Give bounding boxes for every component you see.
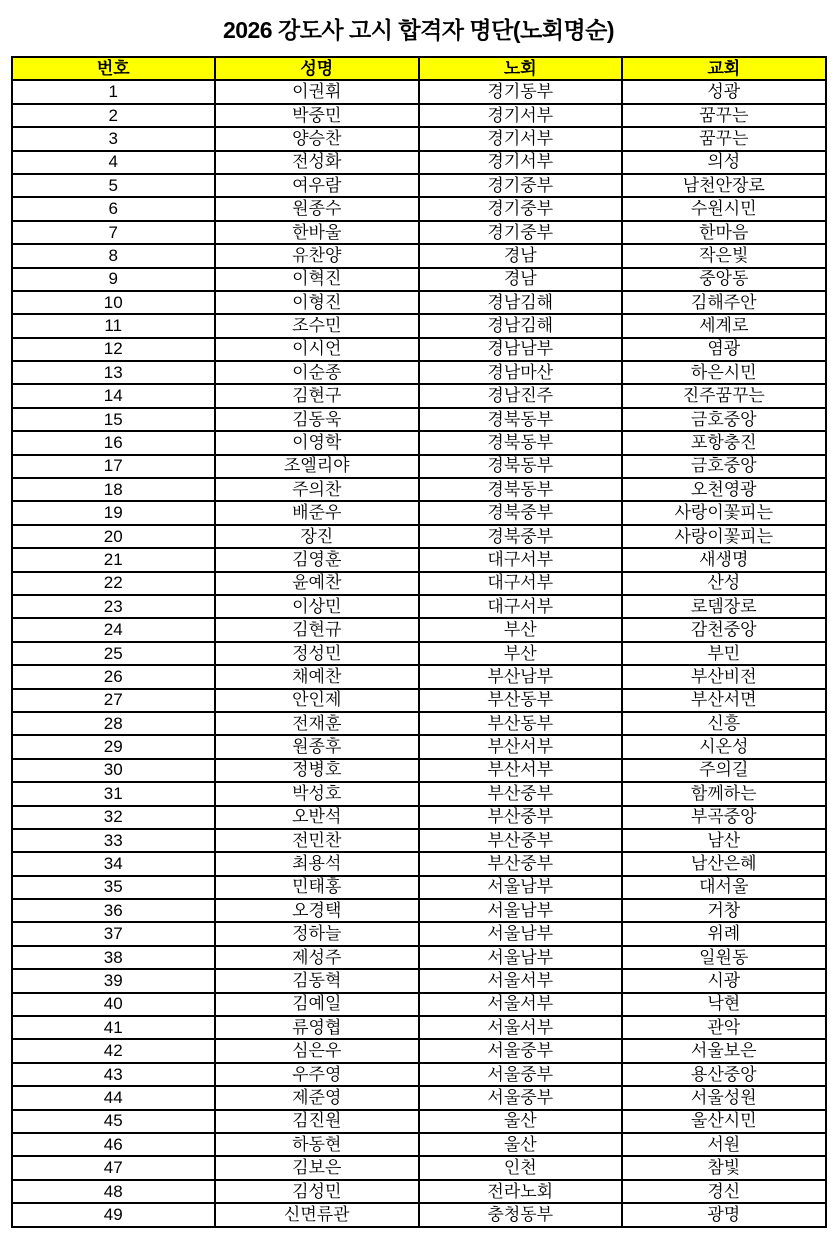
cell-name: 김현구 — [215, 384, 419, 407]
cell-name: 김예일 — [215, 993, 419, 1016]
cell-number: 9 — [12, 268, 216, 291]
cell-church: 세계로 — [622, 314, 826, 337]
cell-name: 한바울 — [215, 221, 419, 244]
cell-name: 이권휘 — [215, 80, 419, 103]
cell-name: 최용석 — [215, 852, 419, 875]
table-row — [12, 969, 826, 992]
cell-church: 한마음 — [622, 221, 826, 244]
table-row — [12, 993, 826, 1016]
cell-presbytery: 부산서부 — [419, 759, 623, 782]
cell-number: 38 — [12, 946, 216, 969]
table-row — [12, 876, 826, 899]
cell-presbytery: 부산서부 — [419, 735, 623, 758]
cell-church: 꿈꾸는 — [622, 104, 826, 127]
table-row — [12, 127, 826, 150]
cell-church: 서울성원 — [622, 1086, 826, 1109]
cell-name: 제성주 — [215, 946, 419, 969]
cell-church: 의성 — [622, 151, 826, 174]
cell-presbytery: 서울중부 — [419, 1086, 623, 1109]
cell-name: 정병호 — [215, 759, 419, 782]
table-row — [12, 221, 826, 244]
table-row — [12, 595, 826, 618]
cell-church: 참빛 — [622, 1156, 826, 1179]
cell-presbytery: 서울서부 — [419, 993, 623, 1016]
table-row — [12, 665, 826, 688]
cell-presbytery: 서울중부 — [419, 1039, 623, 1062]
cell-name: 제준영 — [215, 1086, 419, 1109]
table-row — [12, 338, 826, 361]
cell-church: 작은빛 — [622, 244, 826, 267]
cell-name: 김동혁 — [215, 969, 419, 992]
cell-number: 27 — [12, 689, 216, 712]
table-row — [12, 478, 826, 501]
cell-name: 오경택 — [215, 899, 419, 922]
cell-church: 금호중앙 — [622, 455, 826, 478]
cell-church: 대서울 — [622, 876, 826, 899]
table-row — [12, 946, 826, 969]
cell-name: 전재훈 — [215, 712, 419, 735]
table-row — [12, 852, 826, 875]
cell-number: 30 — [12, 759, 216, 782]
cell-presbytery: 경북동부 — [419, 431, 623, 454]
cell-church: 시온성 — [622, 735, 826, 758]
table-row — [12, 1133, 826, 1156]
cell-church: 함께하는 — [622, 782, 826, 805]
cell-presbytery: 울산 — [419, 1110, 623, 1133]
table-row — [12, 642, 826, 665]
cell-name: 조수민 — [215, 314, 419, 337]
cell-name: 이순종 — [215, 361, 419, 384]
cell-name: 김영훈 — [215, 548, 419, 571]
cell-church: 위례 — [622, 922, 826, 945]
cell-name: 하동현 — [215, 1133, 419, 1156]
cell-presbytery: 충청동부 — [419, 1203, 623, 1226]
col-header-number: 번호 — [12, 57, 216, 80]
cell-name: 원종수 — [215, 197, 419, 220]
cell-number: 44 — [12, 1086, 216, 1109]
table-row — [12, 806, 826, 829]
cell-church: 부민 — [622, 642, 826, 665]
cell-church: 남산 — [622, 829, 826, 852]
table-row — [12, 922, 826, 945]
cell-church: 감천중앙 — [622, 618, 826, 641]
table-row — [12, 759, 826, 782]
cell-number: 1 — [12, 80, 216, 103]
cell-name: 정성민 — [215, 642, 419, 665]
table-row — [12, 408, 826, 431]
cell-number: 18 — [12, 478, 216, 501]
cell-presbytery: 경북중부 — [419, 525, 623, 548]
table-row — [12, 689, 826, 712]
cell-church: 사랑이꽃피는 — [622, 525, 826, 548]
cell-presbytery: 부산 — [419, 642, 623, 665]
cell-presbytery: 서울남부 — [419, 899, 623, 922]
cell-number: 24 — [12, 618, 216, 641]
cell-presbytery: 대구서부 — [419, 595, 623, 618]
cell-presbytery: 부산중부 — [419, 829, 623, 852]
cell-presbytery: 서울남부 — [419, 946, 623, 969]
cell-church: 중앙동 — [622, 268, 826, 291]
cell-name: 이영학 — [215, 431, 419, 454]
cell-presbytery: 서울서부 — [419, 969, 623, 992]
cell-presbytery: 대구서부 — [419, 548, 623, 571]
col-header-church: 교회 — [622, 57, 826, 80]
cell-number: 37 — [12, 922, 216, 945]
cell-name: 민태홍 — [215, 876, 419, 899]
cell-presbytery: 서울서부 — [419, 1016, 623, 1039]
cell-church: 진주꿈꾸는 — [622, 384, 826, 407]
cell-name: 박중민 — [215, 104, 419, 127]
cell-presbytery: 경남진주 — [419, 384, 623, 407]
cell-presbytery: 경기서부 — [419, 104, 623, 127]
table-row — [12, 431, 826, 454]
cell-number: 48 — [12, 1180, 216, 1203]
cell-number: 5 — [12, 174, 216, 197]
cell-number: 36 — [12, 899, 216, 922]
cell-name: 여우람 — [215, 174, 419, 197]
cell-church: 용산중앙 — [622, 1063, 826, 1086]
cell-number: 43 — [12, 1063, 216, 1086]
cell-church: 관악 — [622, 1016, 826, 1039]
cell-church: 금호중앙 — [622, 408, 826, 431]
table-row — [12, 1156, 826, 1179]
cell-church: 남산은혜 — [622, 852, 826, 875]
cell-name: 장진 — [215, 525, 419, 548]
cell-presbytery: 경남 — [419, 268, 623, 291]
cell-number: 35 — [12, 876, 216, 899]
table-row — [12, 361, 826, 384]
cell-number: 23 — [12, 595, 216, 618]
cell-number: 46 — [12, 1133, 216, 1156]
cell-church: 포항충진 — [622, 431, 826, 454]
table-row — [12, 104, 826, 127]
cell-name: 김현규 — [215, 618, 419, 641]
cell-number: 42 — [12, 1039, 216, 1062]
cell-church: 서울보은 — [622, 1039, 826, 1062]
cell-church: 서원 — [622, 1133, 826, 1156]
cell-number: 28 — [12, 712, 216, 735]
cell-church: 염광 — [622, 338, 826, 361]
cell-number: 12 — [12, 338, 216, 361]
table-row — [12, 197, 826, 220]
cell-church: 김해주안 — [622, 291, 826, 314]
table-row — [12, 1039, 826, 1062]
cell-number: 45 — [12, 1110, 216, 1133]
table-row — [12, 899, 826, 922]
cell-presbytery: 경기중부 — [419, 174, 623, 197]
table-row — [12, 1086, 826, 1109]
cell-presbytery: 경기동부 — [419, 80, 623, 103]
cell-number: 2 — [12, 104, 216, 127]
cell-presbytery: 서울남부 — [419, 922, 623, 945]
cell-presbytery: 경남마산 — [419, 361, 623, 384]
cell-number: 39 — [12, 969, 216, 992]
cell-church: 울산시민 — [622, 1110, 826, 1133]
cell-name: 김성민 — [215, 1180, 419, 1203]
cell-number: 31 — [12, 782, 216, 805]
table-row — [12, 782, 826, 805]
cell-presbytery: 전라노회 — [419, 1180, 623, 1203]
table-row — [12, 291, 826, 314]
cell-name: 우주영 — [215, 1063, 419, 1086]
cell-name: 주의찬 — [215, 478, 419, 501]
cell-church: 남천안장로 — [622, 174, 826, 197]
cell-name: 조엘리야 — [215, 455, 419, 478]
cell-name: 채예찬 — [215, 665, 419, 688]
cell-presbytery: 경기중부 — [419, 197, 623, 220]
cell-presbytery: 부산남부 — [419, 665, 623, 688]
table-row — [12, 501, 826, 524]
cell-number: 16 — [12, 431, 216, 454]
cell-church: 주의길 — [622, 759, 826, 782]
cell-church: 거창 — [622, 899, 826, 922]
cell-presbytery: 경남 — [419, 244, 623, 267]
cell-number: 4 — [12, 151, 216, 174]
cell-presbytery: 경북동부 — [419, 455, 623, 478]
table-row — [12, 268, 826, 291]
cell-name: 정하늘 — [215, 922, 419, 945]
cell-church: 하은시민 — [622, 361, 826, 384]
cell-name: 윤예찬 — [215, 572, 419, 595]
cell-name: 이상민 — [215, 595, 419, 618]
table-row — [12, 1063, 826, 1086]
cell-number: 29 — [12, 735, 216, 758]
cell-number: 19 — [12, 501, 216, 524]
table-row — [12, 455, 826, 478]
cell-name: 원종후 — [215, 735, 419, 758]
cell-presbytery: 부산 — [419, 618, 623, 641]
table-row — [12, 244, 826, 267]
cell-church: 광명 — [622, 1203, 826, 1226]
cell-number: 26 — [12, 665, 216, 688]
table-row — [12, 548, 826, 571]
cell-number: 33 — [12, 829, 216, 852]
cell-name: 이시언 — [215, 338, 419, 361]
cell-church: 부산서면 — [622, 689, 826, 712]
cell-number: 20 — [12, 525, 216, 548]
table-row — [12, 314, 826, 337]
cell-number: 34 — [12, 852, 216, 875]
cell-name: 오반석 — [215, 806, 419, 829]
cell-number: 25 — [12, 642, 216, 665]
table-row — [12, 735, 826, 758]
cell-name: 전민찬 — [215, 829, 419, 852]
cell-presbytery: 인천 — [419, 1156, 623, 1179]
page-title: 2026 강도사 고시 합격자 명단(노회명순) — [222, 17, 615, 43]
cell-presbytery: 울산 — [419, 1133, 623, 1156]
cell-name: 유찬양 — [215, 244, 419, 267]
cell-church: 낙현 — [622, 993, 826, 1016]
cell-presbytery: 부산동부 — [419, 712, 623, 735]
cell-number: 49 — [12, 1203, 216, 1226]
table-row — [12, 151, 826, 174]
cell-church: 꿈꾸는 — [622, 127, 826, 150]
cell-number: 41 — [12, 1016, 216, 1039]
cell-number: 17 — [12, 455, 216, 478]
cell-church: 신흥 — [622, 712, 826, 735]
cell-church: 새생명 — [622, 548, 826, 571]
cell-number: 40 — [12, 993, 216, 1016]
cell-church: 오천영광 — [622, 478, 826, 501]
cell-name: 박성호 — [215, 782, 419, 805]
cell-church: 부곡중앙 — [622, 806, 826, 829]
cell-number: 8 — [12, 244, 216, 267]
cell-name: 양승찬 — [215, 127, 419, 150]
cell-presbytery: 경북중부 — [419, 501, 623, 524]
cell-church: 사랑이꽃피는 — [622, 501, 826, 524]
cell-number: 7 — [12, 221, 216, 244]
table-row — [12, 1180, 826, 1203]
cell-number: 6 — [12, 197, 216, 220]
cell-name: 김보은 — [215, 1156, 419, 1179]
table-row — [12, 1203, 826, 1226]
passers-table — [11, 56, 827, 1228]
table-row — [12, 174, 826, 197]
cell-presbytery: 경남남부 — [419, 338, 623, 361]
header-row — [12, 57, 826, 80]
cell-name: 이혁진 — [215, 268, 419, 291]
table-body — [12, 80, 826, 1226]
cell-name: 신면류관 — [215, 1203, 419, 1226]
cell-number: 14 — [12, 384, 216, 407]
cell-church: 성광 — [622, 80, 826, 103]
cell-name: 이형진 — [215, 291, 419, 314]
cell-number: 21 — [12, 548, 216, 571]
cell-presbytery: 경남김해 — [419, 291, 623, 314]
cell-number: 32 — [12, 806, 216, 829]
table-row — [12, 80, 826, 103]
cell-presbytery: 부산중부 — [419, 806, 623, 829]
cell-presbytery: 경남김해 — [419, 314, 623, 337]
table-row — [12, 525, 826, 548]
cell-name: 심은우 — [215, 1039, 419, 1062]
table-row — [12, 1016, 826, 1039]
table-row — [12, 1110, 826, 1133]
table-row — [12, 618, 826, 641]
col-header-name: 성명 — [215, 57, 419, 80]
cell-presbytery: 부산중부 — [419, 852, 623, 875]
cell-number: 11 — [12, 314, 216, 337]
table-row — [12, 829, 826, 852]
cell-name: 김동욱 — [215, 408, 419, 431]
table-row — [12, 572, 826, 595]
col-header-presbytery: 노회 — [419, 57, 623, 80]
cell-presbytery: 서울중부 — [419, 1063, 623, 1086]
cell-church: 수원시민 — [622, 197, 826, 220]
cell-presbytery: 경기서부 — [419, 151, 623, 174]
cell-name: 류영협 — [215, 1016, 419, 1039]
cell-church: 경신 — [622, 1180, 826, 1203]
cell-church: 일원동 — [622, 946, 826, 969]
cell-presbytery: 경북동부 — [419, 478, 623, 501]
cell-church: 시광 — [622, 969, 826, 992]
cell-name: 김진원 — [215, 1110, 419, 1133]
cell-name: 배준우 — [215, 501, 419, 524]
cell-presbytery: 경기서부 — [419, 127, 623, 150]
cell-number: 15 — [12, 408, 216, 431]
cell-number: 13 — [12, 361, 216, 384]
cell-number: 22 — [12, 572, 216, 595]
table-row — [12, 712, 826, 735]
cell-presbytery: 부산중부 — [419, 782, 623, 805]
cell-presbytery: 대구서부 — [419, 572, 623, 595]
cell-number: 10 — [12, 291, 216, 314]
cell-presbytery: 경북동부 — [419, 408, 623, 431]
cell-presbytery: 부산동부 — [419, 689, 623, 712]
cell-church: 산성 — [622, 572, 826, 595]
cell-number: 3 — [12, 127, 216, 150]
cell-church: 부산비전 — [622, 665, 826, 688]
cell-name: 안인제 — [215, 689, 419, 712]
cell-presbytery: 경기중부 — [419, 221, 623, 244]
cell-number: 47 — [12, 1156, 216, 1179]
cell-church: 로뎀장로 — [622, 595, 826, 618]
cell-name: 전성화 — [215, 151, 419, 174]
cell-presbytery: 서울남부 — [419, 876, 623, 899]
table-row — [12, 384, 826, 407]
